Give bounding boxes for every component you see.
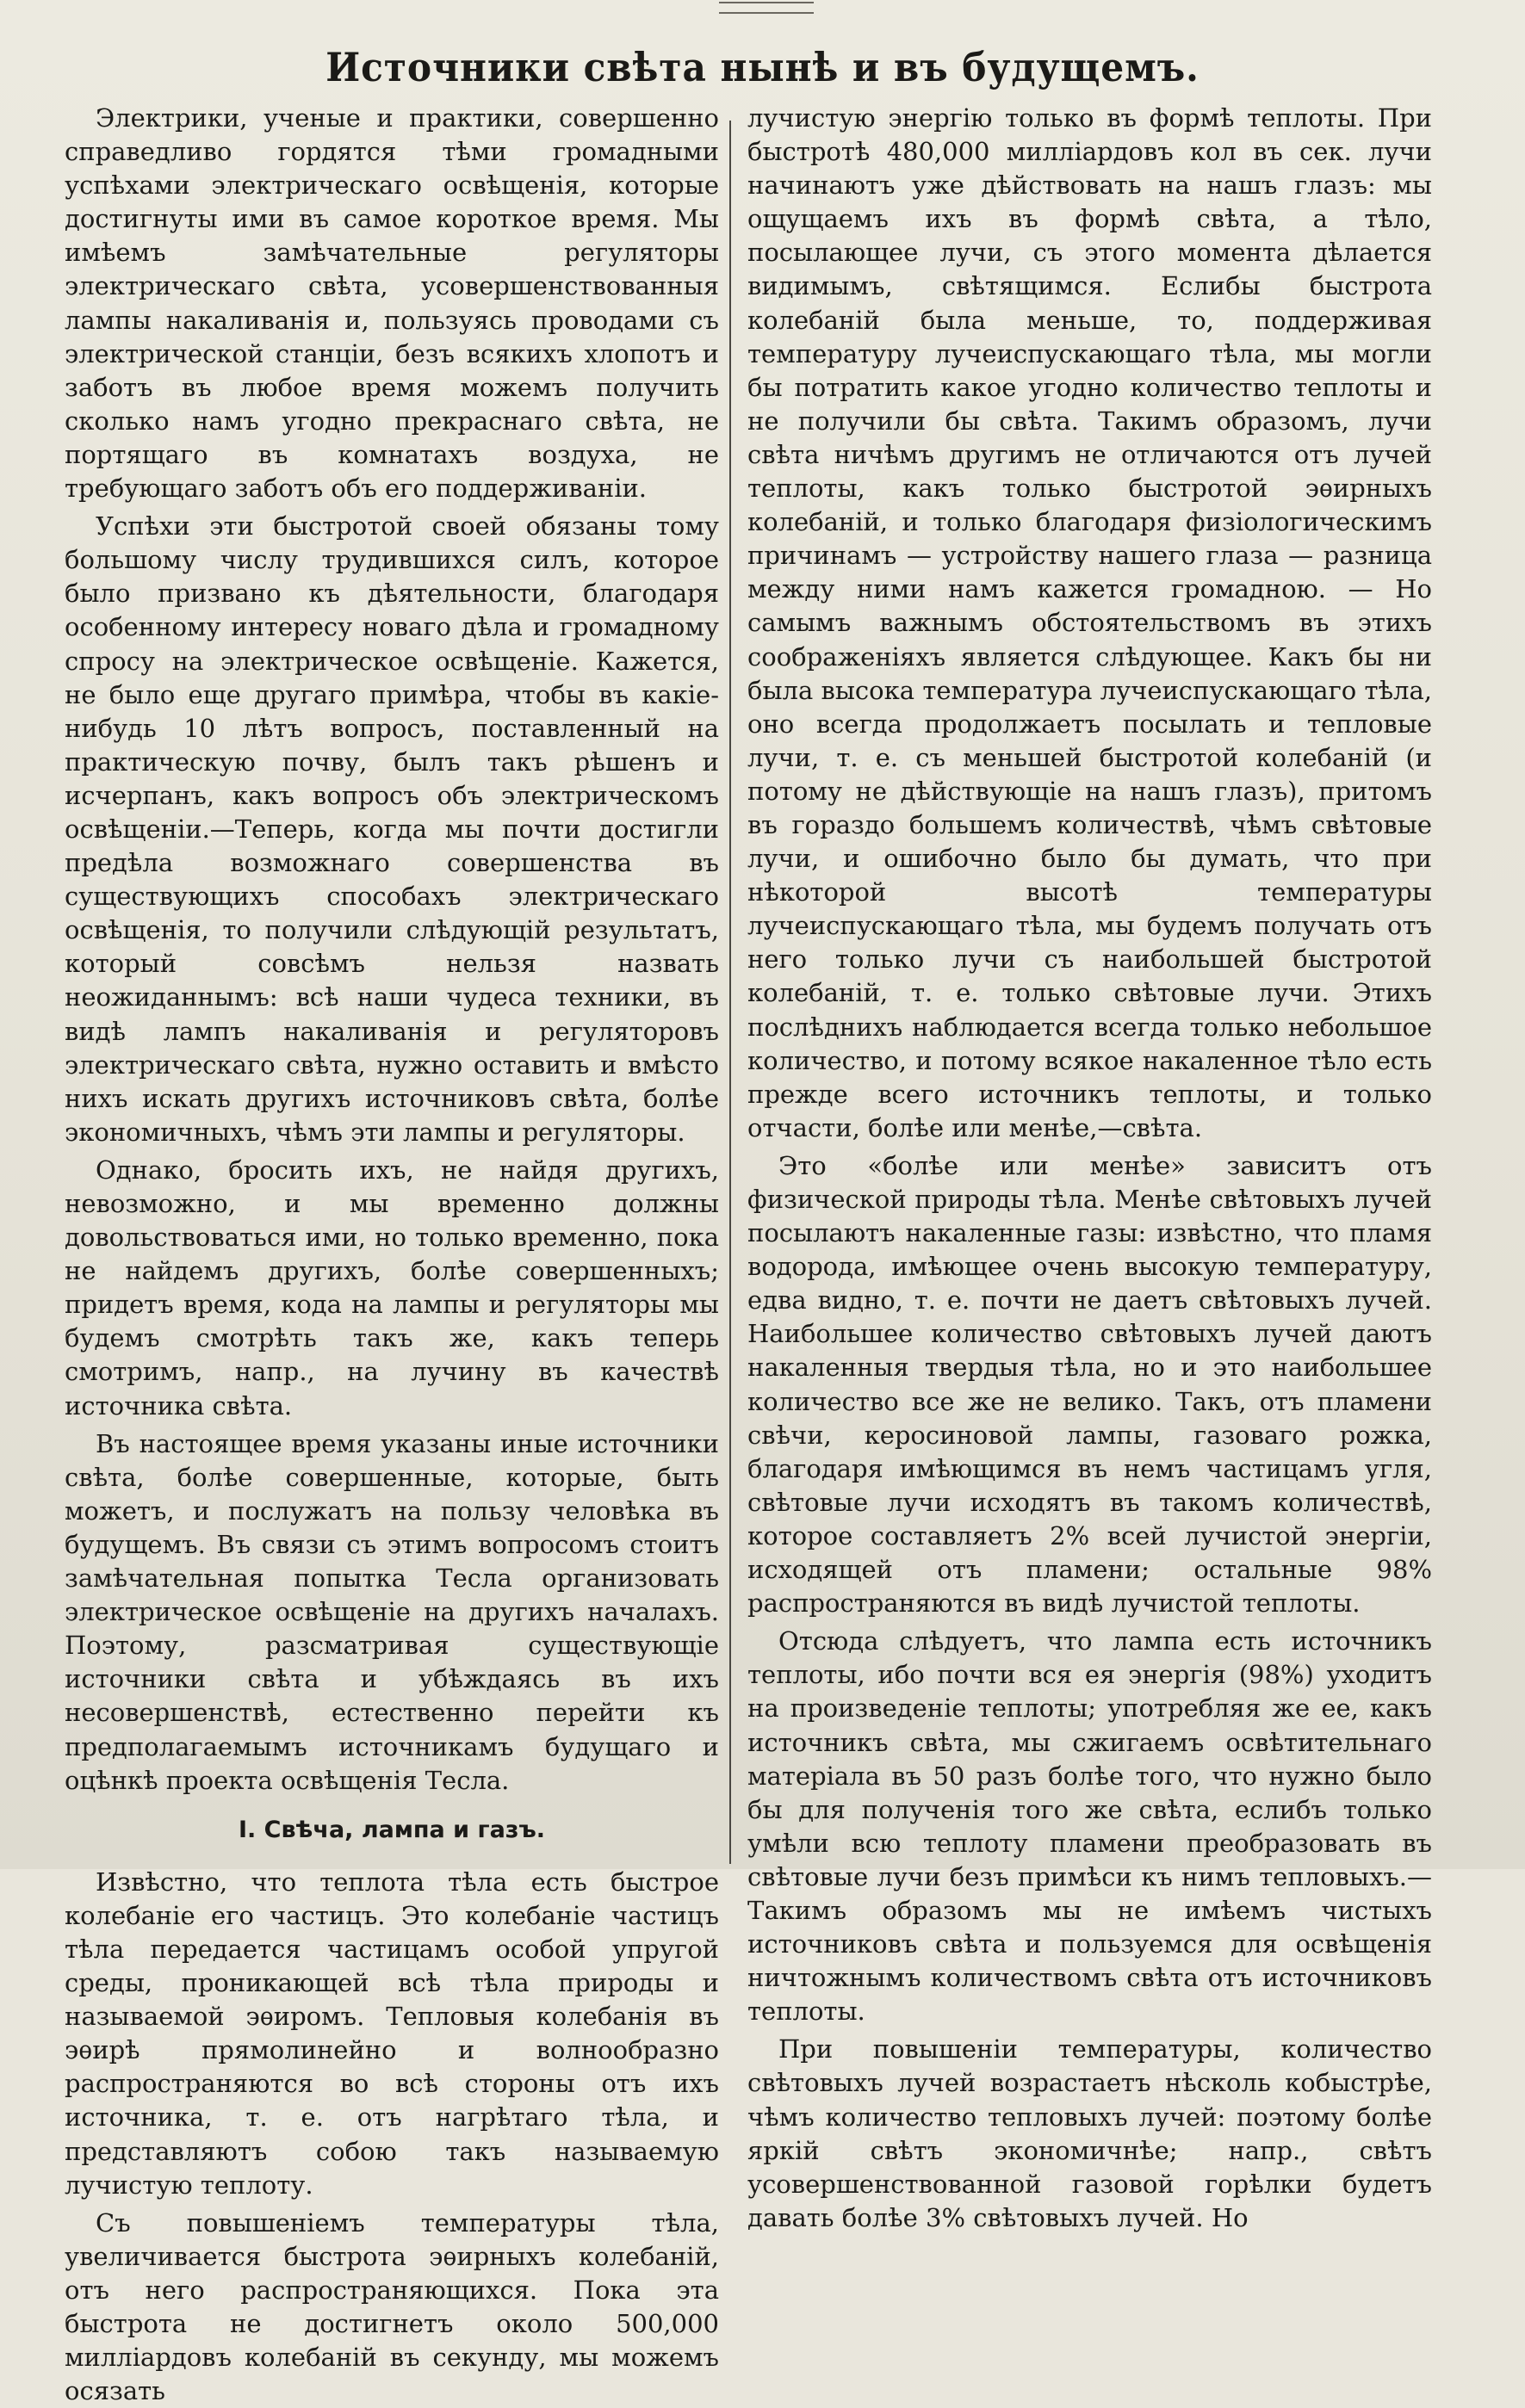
top-ornament-rule <box>719 2 814 14</box>
paragraph: Въ настоящее время указаны иные источники свѣта, болѣе совершенные, которые, быть можетъ, и послужатъ на пользу человѣка въ будущемъ. Въ связи съ этимъ вопросомъ стоитъ замѣчательная попытка Тесла организовать электрическое освѣщеніе на другихъ началахъ. Поэтому, разсматривая существующіе источники свѣта и убѣждаясь въ ихъ несовершенствѣ, естественно перейти къ предполагаемымъ источникамъ будущаго и оцѣнкѣ проекта освѣщенія Тесла. <box>65 1428 719 1795</box>
paragraph: Однако, бросить ихъ, не найдя другихъ, невозможно, и мы временно должны довольствоваться ими, но только временно, пока не найдемъ другихъ, болѣе совершенныхъ; придетъ время, кода на лампы и регуляторы мы будемъ смотрѣть такъ же, какъ теперь смотримъ, напр., на лучину въ качествѣ источника свѣта. <box>65 1154 719 1421</box>
section-heading: I. Свѣча, лампа и газъ. <box>238 1816 546 1843</box>
paragraph: Отсюда слѣдуетъ, что лампа есть источникъ теплоты, ибо почти вся ея энергія (98%) уходитъ на произведеніе теплоты; употребляя же ее, какъ источникъ свѣта, мы сжигаемъ освѣтительнаго матеріала въ 50 разъ болѣе того, что нужно было бы для полученія того же свѣта, еслибъ только умѣли всю теплоту пламени преобразовать въ свѣтовые лучи безъ примѣси къ нимъ тепловыхъ.— Такимъ образомъ мы не имѣемъ чистыхъ источниковъ свѣта и пользуемся для освѣщенія ничтожнымъ количествомъ свѣта отъ источниковъ теплоты. <box>747 1626 1432 2027</box>
paragraph: Успѣхи эти быстротой своей обязаны тому большому числу трудившихся силъ, которое было призвано къ дѣятельности, благодаря особенному интересу новаго дѣла и громадному спросу на электрическое освѣщеніе. Кажется, не было еще другаго примѣра, чтобы въ какіе-нибудь 10 лѣтъ вопросъ, поставленный на практическую почву, былъ такъ рѣшенъ и исчерпанъ, какъ вопросъ объ электрическомъ освѣщеніи.—Теперь, когда мы почти достигли предѣла возможнаго совершенства въ существующихъ способахъ электрическаго освѣщенія, то получили слѣдующій результатъ, который совсѣмъ нельзя назвать неожиданнымъ: всѣ наши чудеса техники, въ видѣ лампъ накаливанія и регуляторовъ электрическаго свѣта, нужно оставить и вмѣсто нихъ искать другихъ источниковъ свѣта, болѣе экономичныхъ, чѣмъ эти лампы и регуляторы. <box>65 511 719 1147</box>
right-column <box>747 102 1432 2232</box>
column-divider <box>729 121 731 1864</box>
paragraph: Извѣстно, что теплота тѣла есть быстрое колебаніе его частицъ. Это колебаніе частицъ тѣла передается частицамъ особой упругой среды, проникающей всѣ тѣла природы и называемой эѳиромъ. Тепловыя колебанія въ эѳирѣ прямолинейно и волнообразно распространяются во всѣ стороны отъ ихъ источника, т. е. отъ нагрѣтаго тѣла, и представляютъ собою такъ называемую лучистую теплоту. <box>65 1866 719 2200</box>
paragraph: Съ повышеніемъ температуры тѣла, увеличивается быстрота эѳирныхъ колебаній, отъ него распространяющихся. Пока эта быстрота не достигнетъ около 500,000 милліардовъ колебаній въ секунду, мы можемъ осязать <box>65 2207 719 2406</box>
article-title: Источники свѣта нынѣ и въ будущемъ. <box>325 44 1200 90</box>
paragraph: Электрики, ученые и практики, совершенно справедливо гордятся тѣми громадными успѣхами электрическаго освѣщенія, которые достигнуты ими въ самое короткое время. Мы имѣемъ замѣчательные регуляторы электрическаго свѣта, усовершенствованныя лампы накаливанія и, пользуясь проводами съ электрической станціи, безъ всякихъ хлопотъ и заботъ въ любое время можемъ получить сколько намъ угодно прекраснаго свѣта, не портящаго въ комнатахъ воздуха, не требующаго заботъ объ его поддерживаніи. <box>65 103 719 504</box>
paragraph-continued: лучистую энергію только въ формѣ теплоты. При быстротѣ 480,000 милліардовъ кол въ сек. лучи начинаютъ уже дѣйствовать на нашъ глазъ: мы ощущаемъ ихъ въ формѣ свѣта, а тѣло, посылающее лучи, съ этого момента дѣлается видимымъ, свѣтящимся. Еслибы быстрота колебаній была меньше, то, поддерживая температуру лучеиспускающаго тѣла, мы могли бы потратить какое угодно количество теплоты и не получили бы свѣта. Такимъ образомъ, лучи свѣта ничѣмъ другимъ не отличаются отъ лучей теплоты, какъ только быстротой эѳирныхъ колебаній, и только благодаря физіологическимъ причинамъ — устройству нашего глаза — разница между ними намъ кажется громадною. — Но самымъ важнымъ обстоятельствомъ въ этихъ соображеніяхъ является слѣдующее. Какъ бы ни была высока температура лучеиспускающаго тѣла, оно всегда продолжаетъ посылать и тепловые лучи, т. е. съ меньшей быстротой колебаній (и потому не дѣйствующіе на нашъ глазъ), притомъ въ гораздо большемъ количествѣ, чѣмъ свѣтовые лучи, и ошибочно было бы думать, что при нѣкоторой высотѣ температуры лучеиспускающаго тѣла, мы будемъ получать отъ него только лучи съ наибольшей быстротой колебаній, т. е. только свѣтовые лучи. Этихъ послѣднихъ наблюдается всегда только небольшое количество, и потому всякое накаленное тѣло есть прежде всего источникъ теплоты, и только отчасти, болѣе или менѣе,—свѣта. <box>747 103 1432 1142</box>
paragraph: Это «болѣе или менѣе» зависитъ отъ физической природы тѣла. Менѣе свѣтовыхъ лучей посылаютъ накаленные газы: извѣстно, что пламя водорода, имѣющее очень высокую температуру, едва видно, т. е. почти не даетъ свѣтовыхъ лучей. Наибольшее количество свѣтовыхъ лучей даютъ накаленныя твердыя тѣла, но и это наибольшее количество все же не велико. Такъ, отъ пламени свѣчи, керосиновой лампы, газоваго рожка, благодаря имѣющимся въ немъ частицамъ угля, свѣтовые лучи исходятъ въ такомъ количествѣ, которое составляетъ 2% всей лучистой энергіи, исходящей отъ пламени; остальные 98% распространяются въ видѣ лучистой теплоты. <box>747 1150 1432 1619</box>
left-column <box>65 102 719 2406</box>
paragraph: При повышеніи температуры, количество свѣтовыхъ лучей возрастаетъ нѣсколь кобыстрѣе, чѣмъ количество тепловыхъ лучей: поэтому болѣе яркій свѣтъ экономичнѣе; напр., свѣтъ усовершенствованной газовой горѣлки будетъ давать болѣе 3% свѣтовыхъ лучей. Но <box>747 2034 1432 2232</box>
